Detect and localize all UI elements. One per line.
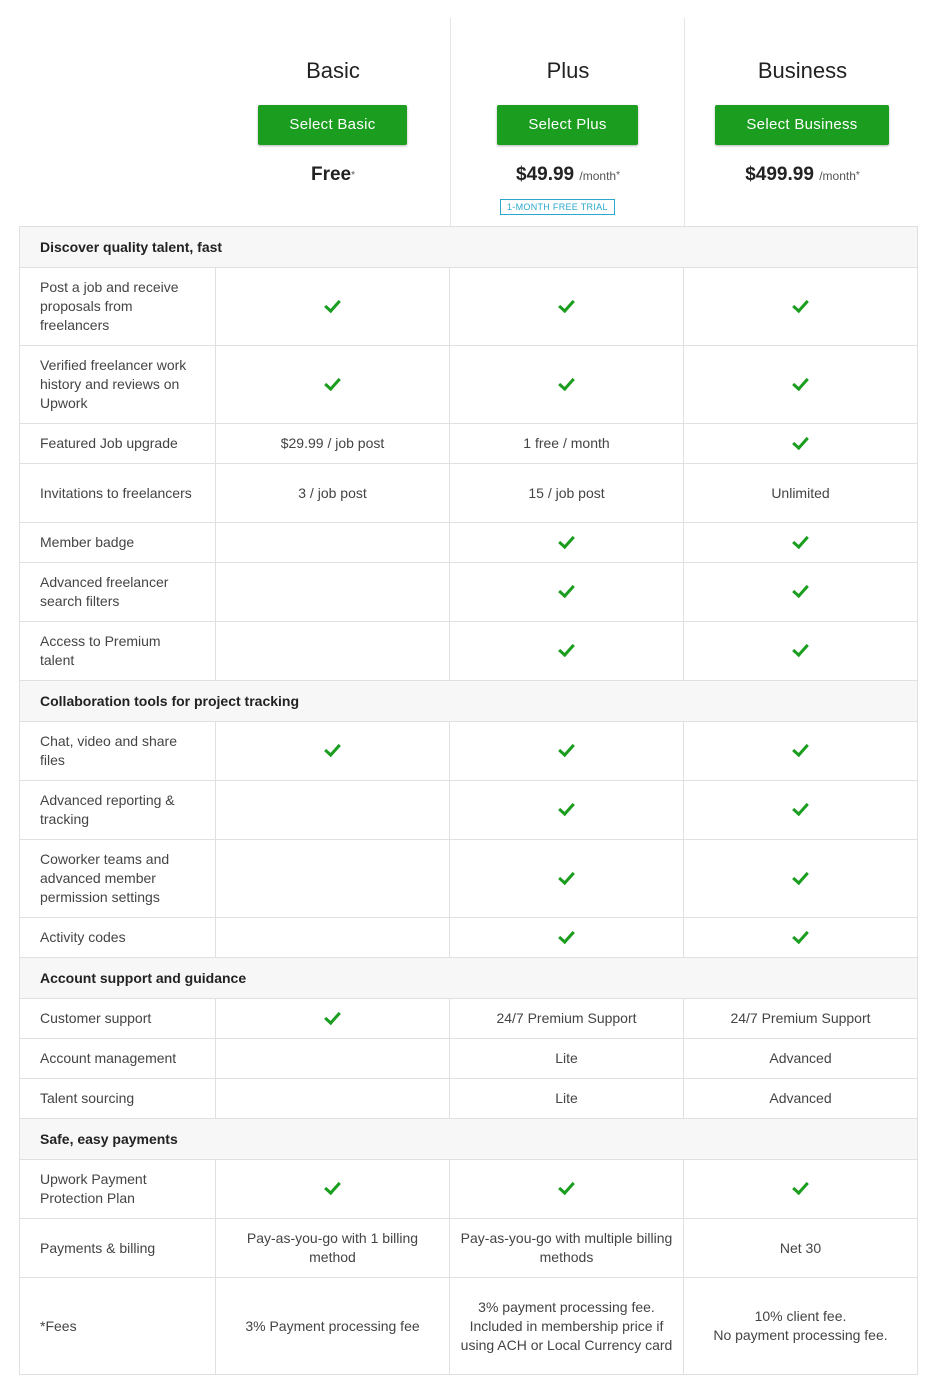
select-business-button[interactable]: Select Business [715,105,889,145]
feature-label: Featured Job upgrade [19,424,216,463]
plan-name: Business [757,58,848,83]
plan-value-text [216,840,450,917]
feature-row [19,1160,918,1219]
checkmark-icon [792,926,809,943]
checkmark-icon [792,1178,809,1195]
price-asterisk: * [616,170,620,181]
plan-value-text: Net 30 [684,1219,918,1277]
checkmark-icon [792,581,809,598]
checkmark-icon [792,799,809,816]
plan-value-text: Advanced [684,1039,918,1078]
feature-label: Account management [19,1039,216,1078]
plan-value-cell [684,424,918,463]
feature-label: Chat, video and share files [19,722,216,780]
price-asterisk: * [855,170,860,181]
feature-row [19,1039,918,1079]
plan-value-cell [450,722,684,780]
checkmark-icon [792,867,809,884]
price-period: /month [579,169,617,183]
plan-value-text: Advanced [684,1079,918,1118]
plan-value-text [216,1039,450,1078]
comparison-table [19,226,918,1375]
plan-value-cell [684,523,918,562]
plan-value-cell [216,268,450,345]
plan-price [216,164,450,186]
plan-value-cell [684,918,918,957]
feature-label: Advanced reporting & tracking [19,781,216,839]
plan-value-cell [216,1160,450,1218]
section-header: Discover quality talent, fast [19,227,918,268]
checkmark-icon [558,867,575,884]
checkmark-icon [324,1007,341,1024]
section-header: Account support and guidance [19,958,918,999]
feature-row [19,1219,918,1278]
checkmark-icon [792,295,809,312]
plan-value-text: 3% payment processing fee. Included in membership price if using ACH or Local Currency card [450,1278,684,1374]
plan-value-text: 3 / job post [216,464,450,522]
checkmark-icon [792,531,809,548]
plan-value-text [216,523,450,562]
checkmark-icon [324,740,341,757]
checkmark-icon [792,740,809,757]
plan-value-text: 15 / job post [450,464,684,522]
checkmark-icon [558,581,575,598]
plan-value-text: Lite [450,1079,684,1118]
checkmark-icon [324,1178,341,1195]
plan-value-text: $29.99 / job post [216,424,450,463]
feature-label: Upwork Payment Protection Plan [19,1160,216,1218]
plan-value-cell [684,1160,918,1218]
checkmark-icon [558,740,575,757]
feature-label: Access to Premium talent [19,622,216,680]
feature-row [19,918,918,958]
checkmark-icon [324,373,341,390]
feature-row [19,840,918,918]
plan-value-text: 3% Payment processing fee [216,1278,450,1374]
plan-price [451,164,685,186]
plan-value-cell [450,622,684,680]
checkmark-icon [558,373,575,390]
plan-value-cell [216,346,450,423]
price-value: Free [310,164,352,185]
plan-header [0,0,939,226]
plan-value-text: 10% client fee. No payment processing fee. [684,1278,918,1374]
feature-row [19,722,918,781]
price-period: /month [819,169,856,183]
feature-row [19,464,918,523]
checkmark-icon [558,531,575,548]
checkmark-icon [558,799,575,816]
plan-value-text [216,563,450,621]
checkmark-icon [558,926,575,943]
feature-label: Verified freelancer work history and reviews on Upwork [19,346,216,423]
feature-label: *Fees [19,1278,216,1374]
plan-value-cell [450,918,684,957]
plan-value-cell [450,268,684,345]
plan-name: Basic [306,58,360,83]
plan-value-cell [684,840,918,917]
price-value: $49.99 [516,164,575,185]
plan-column-basic [216,18,450,226]
checkmark-icon [558,295,575,312]
feature-row [19,523,918,563]
feature-row [19,999,918,1039]
checkmark-icon [558,1178,575,1195]
plan-value-cell [684,781,918,839]
select-plus-button[interactable]: Select Plus [497,105,638,145]
feature-row [19,1079,918,1119]
plan-value-cell [684,722,918,780]
checkmark-icon [792,373,809,390]
feature-row [19,1278,918,1375]
plan-value-cell [450,840,684,917]
plan-value-cell [450,781,684,839]
plan-value-cell [450,563,684,621]
plan-value-text: Unlimited [684,464,918,522]
feature-row [19,781,918,840]
plan-name: Plus [546,58,590,83]
checkmark-icon [324,295,341,312]
plan-column-business [684,18,920,226]
section-header: Collaboration tools for project tracking [19,681,918,722]
plan-value-cell [216,722,450,780]
plan-value-text: 24/7 Premium Support [684,999,918,1038]
plan-value-text: Pay-as-you-go with 1 billing method [216,1219,450,1277]
plan-value-text [216,781,450,839]
feature-label: Post a job and receive proposals from freelancers [19,268,216,345]
free-trial-badge: 1-MONTH FREE TRIAL [500,199,615,215]
plan-value-cell [450,1160,684,1218]
feature-row [19,346,918,424]
checkmark-icon [792,640,809,657]
feature-row [19,424,918,464]
feature-label: Talent sourcing [19,1079,216,1118]
plan-value-cell [684,563,918,621]
plan-price [685,164,920,186]
plan-value-text: 24/7 Premium Support [450,999,684,1038]
select-basic-button[interactable]: Select Basic [258,105,407,145]
feature-label: Invitations to freelancers [19,464,216,522]
plan-value-cell [450,523,684,562]
plan-column-plus [450,18,685,226]
plan-value-text: Lite [450,1039,684,1078]
checkmark-icon [792,432,809,449]
plan-value-text: Pay-as-you-go with multiple billing methods [450,1219,684,1277]
plan-value-cell [684,346,918,423]
feature-label: Advanced freelancer search filters [19,563,216,621]
feature-row [19,622,918,681]
feature-label: Customer support [19,999,216,1038]
plan-value-text: 1 free / month [450,424,684,463]
section-header: Safe, easy payments [19,1119,918,1160]
plan-value-cell [684,622,918,680]
plan-value-text [216,622,450,680]
feature-label: Coworker teams and advanced member permission settings [19,840,216,917]
feature-label: Payments & billing [19,1219,216,1277]
plan-value-text [216,1079,450,1118]
price-value: $499.99 [745,164,814,185]
price-asterisk: * [351,170,356,181]
feature-row [19,563,918,622]
plan-value-cell [216,999,450,1038]
plan-value-cell [450,346,684,423]
feature-label: Activity codes [19,918,216,957]
feature-label: Member badge [19,523,216,562]
plan-value-cell [684,268,918,345]
checkmark-icon [558,640,575,657]
feature-row [19,268,918,346]
plan-value-text [216,918,450,957]
